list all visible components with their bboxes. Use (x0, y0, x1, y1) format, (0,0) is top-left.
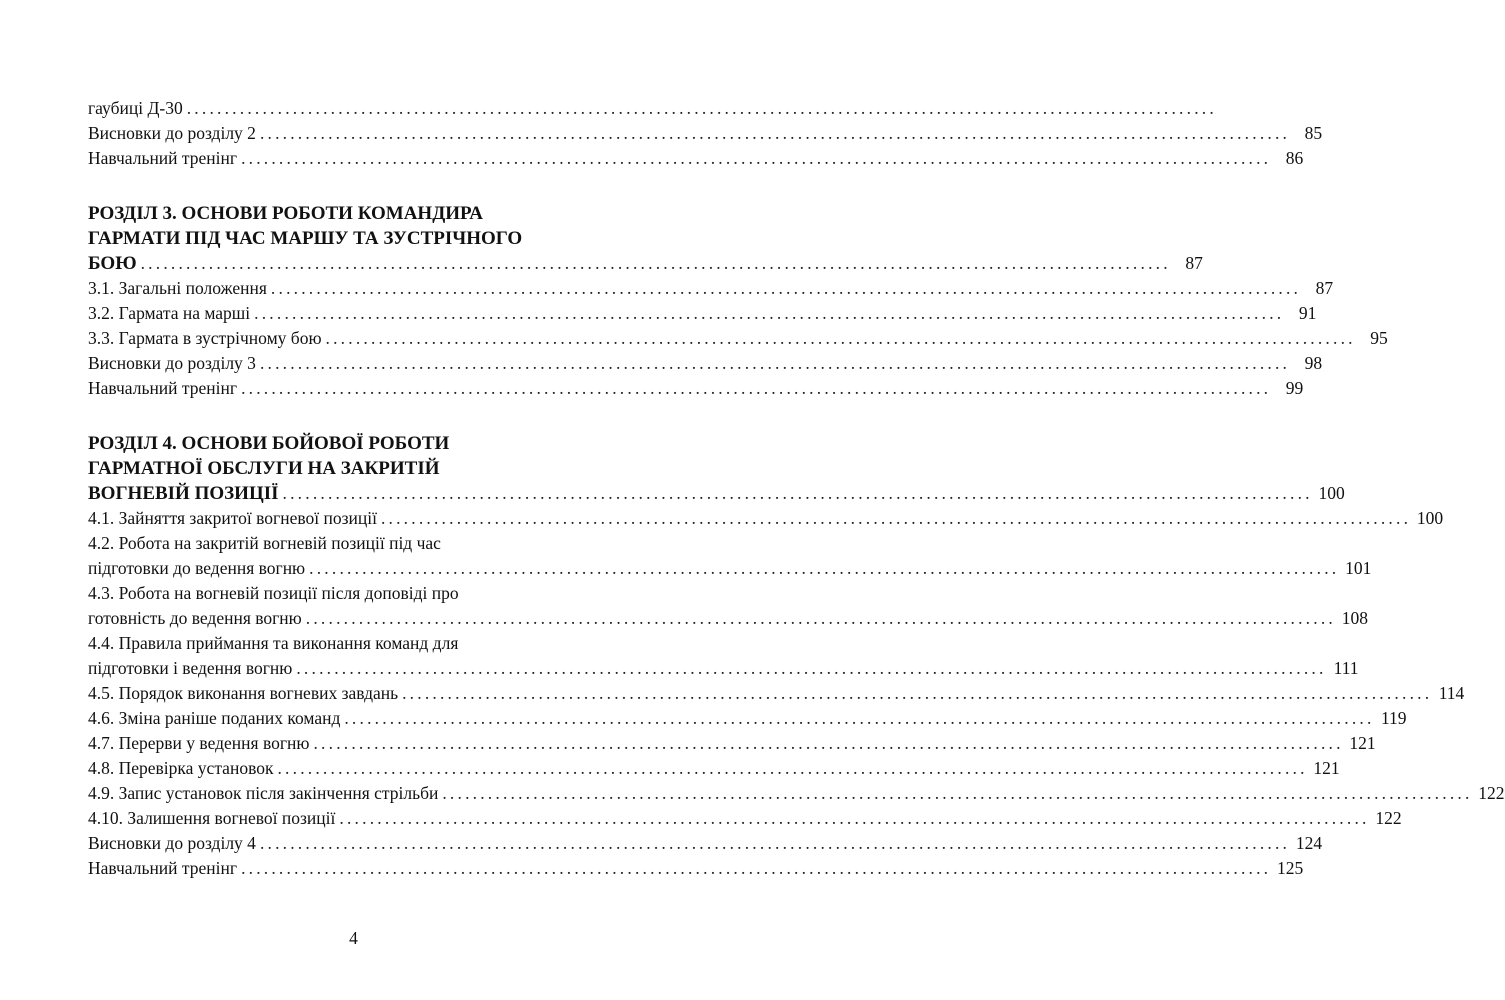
dot-leader: ........................................................................................................................................ (313, 733, 1344, 753)
toc-entry-title-line: 4.4. Правила приймання та виконання команд для (88, 633, 459, 653)
toc-entry-page: 99 (1285, 378, 1304, 398)
dot-leader: ........................................................................................................................................ (402, 683, 1433, 703)
toc-entry-title: 4.9. Запис установок після закінчення стрільби (88, 783, 439, 803)
toc-entry-title: Висновки до розділу 4 (88, 833, 256, 853)
dot-leader: ........................................................................................................................................ (282, 483, 1313, 503)
chapter-title-line: ГАРМАТНОЇ ОБСЛУГИ НА ЗАКРИТІЙ (88, 458, 440, 479)
toc-entry-page: 122 (1478, 783, 1505, 803)
toc-entry (88, 856, 1304, 881)
toc-entry-title: 4.1. Зайняття закритої вогневої позиції (88, 508, 377, 528)
dot-leader: ........................................................................................................................................ (296, 658, 1327, 678)
toc-entry-title: гаубиці Д-30 (88, 98, 183, 118)
toc-entry-page: 121 (1313, 758, 1340, 778)
toc-entry-title-line: 4.3. Робота на вогневій позиції після доповіді про (88, 583, 459, 603)
chapter-title-line: ВОГНЕВІЙ ПОЗИЦІЇ (88, 483, 279, 504)
toc-entry-page: 124 (1295, 833, 1323, 853)
toc-entry (88, 146, 1304, 171)
toc-entry-title: підготовки до ведення вогню (88, 558, 306, 578)
toc-entry-title-line: 4.2. Робота на закритій вогневій позиції під час (88, 533, 441, 553)
toc-entry-page: 125 (1277, 858, 1304, 878)
toc-entry (88, 756, 1340, 781)
chapter-heading (88, 201, 1203, 276)
toc-entry (88, 121, 1323, 146)
toc-entry (88, 731, 1376, 756)
toc-entry-page: 91 (1298, 303, 1317, 323)
toc-entry-page: 98 (1304, 353, 1323, 373)
toc-entry-title: готовність до ведення вогню (88, 608, 302, 628)
dot-leader: ........................................................................................................................................ (241, 148, 1272, 168)
toc-entry (88, 806, 1402, 831)
dot-leader: ........................................................................................................................................ (241, 858, 1272, 878)
toc-entry (88, 681, 1465, 706)
page-number: 4 (349, 928, 358, 948)
dot-leader: ........................................................................................................................................ (344, 708, 1375, 728)
toc-entry (88, 831, 1323, 856)
chapter-title-line: РОЗДІЛ 3. ОСНОВИ РОБОТИ КОМАНДИРА (88, 203, 483, 224)
toc-entry-title: Висновки до розділу 3 (88, 353, 256, 373)
chapter-title-line: ГАРМАТИ ПІД ЧАС МАРШУ ТА ЗУСТРІЧНОГО (88, 228, 523, 249)
toc-entry (88, 781, 1505, 806)
toc-entry-page: 87 (1315, 278, 1334, 298)
toc-entry-title: 3.2. Гармата на марші (88, 303, 251, 323)
toc-entry (88, 96, 1217, 121)
table-of-contents (88, 96, 1505, 881)
toc-entry (88, 276, 1334, 301)
toc-entry-title: підготовки і ведення вогню (88, 658, 293, 678)
toc-entry-page: 119 (1380, 708, 1407, 728)
toc-entry-title: 4.7. Перерви у ведення вогню (88, 733, 310, 753)
toc-entry (88, 326, 1388, 351)
dot-leader: ........................................................................................................................................ (186, 98, 1217, 118)
toc-entry-page: 95 (1370, 328, 1388, 348)
toc-entry (88, 506, 1444, 531)
dot-leader: ........................................................................................................................................ (140, 253, 1171, 273)
toc-entry-title: 4.10. Залишення вогневої позиції (88, 808, 336, 828)
dot-leader: ........................................................................................................................................ (309, 558, 1340, 578)
toc-entry-title: 4.6. Зміна раніше поданих команд (88, 708, 341, 728)
toc-entry (88, 301, 1317, 326)
toc-entry-page: 108 (1341, 608, 1368, 628)
toc-entry-page: 121 (1349, 733, 1376, 753)
toc-entry (88, 581, 1368, 631)
toc-entry-title: Висновки до розділу 2 (88, 123, 256, 143)
toc-entry-title: 4.8. Перевірка установок (88, 758, 274, 778)
toc-entry (88, 376, 1304, 401)
dot-leader: ........................................................................................................................................ (277, 758, 1308, 778)
toc-entry-page: 101 (1345, 558, 1372, 578)
chapter-title-line: БОЮ (88, 253, 137, 274)
dot-leader: ........................................................................................................................................ (254, 303, 1285, 323)
dot-leader: ........................................................................................................................................ (339, 808, 1370, 828)
toc-entry-page: 100 (1416, 508, 1444, 528)
dot-leader: ........................................................................................................................................ (270, 278, 1302, 298)
toc-entry-page: 114 (1438, 683, 1465, 703)
dot-leader: ........................................................................................................................................ (305, 608, 1336, 628)
toc-entry-title: Навчальний тренінг (88, 148, 238, 168)
dot-leader: ........................................................................................................................................ (241, 378, 1272, 398)
toc-entry-page: 86 (1285, 148, 1304, 168)
toc-entry (88, 531, 1372, 581)
dot-leader: ........................................................................................................................................ (442, 783, 1473, 803)
toc-entry-page: 111 (1333, 658, 1359, 678)
toc-entry (88, 631, 1359, 681)
toc-entry (88, 351, 1323, 376)
dot-leader: ........................................................................................................................................ (259, 353, 1291, 373)
chapter-page: 100 (1318, 483, 1345, 503)
dot-leader: ........................................................................................................................................ (259, 123, 1291, 143)
dot-leader: ........................................................................................................................................ (325, 328, 1356, 348)
toc-entry-title: 4.5. Порядок виконання вогневих завдань (88, 683, 399, 703)
chapter-title-line: РОЗДІЛ 4. ОСНОВИ БОЙОВОЇ РОБОТИ (88, 433, 450, 454)
toc-entry-title: Навчальний тренінг (88, 858, 238, 878)
toc-entry-title: 3.3. Гармата в зустрічному бою (88, 328, 322, 348)
toc-entry-title: Навчальний тренінг (88, 378, 238, 398)
dot-leader: ........................................................................................................................................ (259, 833, 1291, 853)
toc-entry-title: 3.1. Загальні положення (88, 278, 267, 298)
toc-entry (88, 706, 1407, 731)
chapter-heading (88, 431, 1345, 506)
toc-entry-page: 122 (1375, 808, 1402, 828)
chapter-page: 87 (1185, 253, 1203, 273)
toc-entry-page: 85 (1304, 123, 1323, 143)
dot-leader: ........................................................................................................................................ (380, 508, 1412, 528)
